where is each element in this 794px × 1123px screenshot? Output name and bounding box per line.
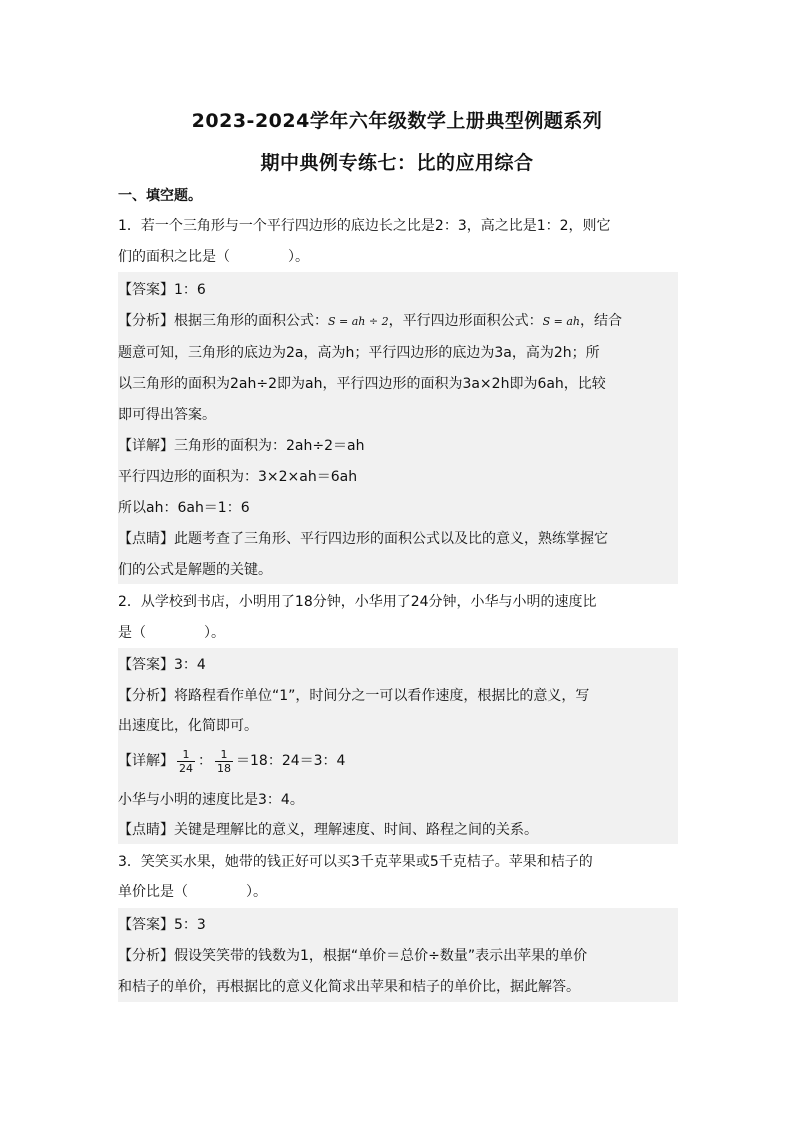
fraction-1-24: [177, 748, 195, 775]
q1-analysis-label: 【分析】根据三角形的面积公式：: [118, 313, 328, 329]
q3-text-line1: 3．笑笑买水果，她带的钱正好可以买3千克苹果或5千克桔子。苹果和桔子的: [118, 854, 593, 870]
q1-answer: 【答案】1：6: [118, 282, 206, 298]
q2-text-line1: 2．从学校到书店，小明用了18分钟，小华用了24分钟，小华与小明的速度比: [118, 594, 597, 610]
q1-text-line2: [118, 247, 678, 267]
q2-answer: 【答案】3：4: [118, 657, 206, 673]
q2-detail-line1: [118, 744, 678, 778]
q1-text-line2-start: 们的面积之比是（: [118, 249, 230, 265]
q3-text-line2-start: 单价比是（: [118, 884, 188, 900]
q2-text-line2-start: 是（: [118, 625, 146, 641]
q3-text-line2: [118, 882, 678, 902]
q3-answer: 【答案】5：3: [118, 917, 206, 933]
q1-text-line1: 1．若一个三角形与一个平行四边形的底边长之比是2：3，高之比是1：2，则它: [118, 218, 611, 234]
ratio-colon: ：: [198, 753, 212, 769]
q1-analysis-mid: ，平行四边形面积公式：: [388, 313, 543, 329]
triangle-area-formula: S = ah ÷ 2: [328, 315, 389, 328]
q1-comment-line1: 【点睛】此题考查了三角形、平行四边形的面积公式以及比的意义，熟练掌握它: [118, 531, 608, 547]
parallelogram-area-formula: S = ah: [542, 315, 580, 328]
q1-comment-line2: 们的公式是解题的关键。: [118, 562, 272, 578]
q2-analysis-line1: 【分析】将路程看作单位“1”，时间分之一可以看作速度，根据比的意义，写: [118, 688, 590, 704]
q3-text-line2-end: ）。: [246, 884, 267, 900]
document-subtitle: 期中典例专练七：比的应用综合: [260, 152, 534, 174]
section-heading: 一、填空题。: [118, 188, 202, 204]
fraction-numerator: 1: [177, 748, 195, 762]
q1-analysis-line3: 以三角形的面积为2ah÷2即为ah，平行四边形的面积为3a×2h即为6ah，比较: [118, 376, 606, 392]
q1-analysis-end: ，结合: [580, 313, 622, 329]
q2-text-line2-end: ）。: [204, 625, 225, 641]
q1-analysis-line2: 题意可知，三角形的底边为2a，高为h；平行四边形的底边为3a，高为2h；所: [118, 345, 600, 361]
q1-analysis-line4: 即可得出答案。: [118, 407, 216, 423]
q1-detail-line3: 所以ah：6ah＝1：6: [118, 500, 250, 516]
q1-detail-line1: 【详解】三角形的面积为：2ah÷2＝ah: [118, 438, 365, 454]
q2-comment: 【点睛】关键是理解比的意义，理解速度、时间、路程之间的关系。: [118, 822, 538, 838]
q2-detail-result: ＝18：24＝3：4: [236, 753, 346, 769]
q2-analysis-line2: 出速度比，化简即可。: [118, 718, 258, 734]
q2-detail-line2: 小华与小明的速度比是3：4。: [118, 792, 304, 808]
fraction-1-18: [215, 748, 233, 775]
fraction-numerator: 1: [215, 748, 233, 762]
q3-analysis-line2: 和桔子的单价，再根据比的意义化简求出苹果和桔子的单价比，据此解答。: [118, 979, 580, 995]
fraction-denominator: 18: [217, 761, 231, 775]
q3-analysis-line1: 【分析】假设笑笑带的钱数为1，根据“单价＝总价÷数量”表示出苹果的单价: [118, 948, 588, 964]
q2-detail-label: 【详解】: [118, 753, 174, 769]
document-title: 2023-2024学年六年级数学上册典型例题系列: [191, 110, 603, 132]
q1-detail-line2: 平行四边形的面积为：3×2×ah＝6ah: [118, 469, 358, 485]
q1-text-line2-end: ）。: [288, 249, 309, 265]
fraction-denominator: 24: [179, 761, 193, 775]
q2-text-line2: [118, 623, 678, 643]
q1-analysis-line1: [118, 311, 678, 332]
